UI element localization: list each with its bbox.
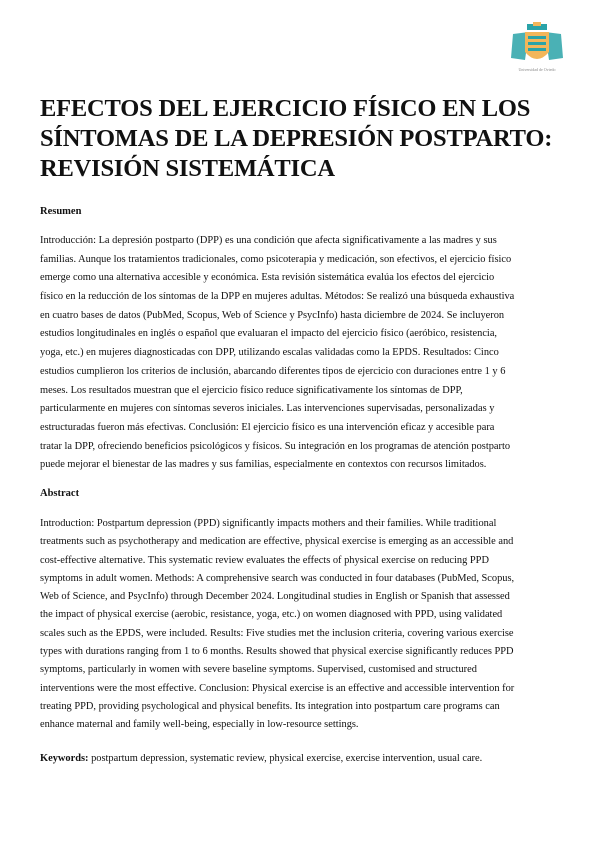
text-line: symptoms in adult women. Methods: A comprehensive search was conducted in four databases (PubMed, Scopus,	[40, 572, 515, 584]
keywords-text: postpartum depression, systematic review, physical exercise, exercise intervention, usual care.	[88, 753, 483, 764]
text-line: puede mejorar el bienestar de las madres y sus familias, especialmente en contextos con recursos limitados.	[40, 459, 487, 471]
text-line: types with durations ranging from 1 to 6 months. Results showed that physical exercise significantly reduces PPD	[40, 646, 514, 658]
text-line: tratar la DPP, ofreciendo beneficios psicológicos y físicos. Su integración en los programas de atención postparto	[40, 440, 511, 452]
text-line: treating PPD, providing psychological and physical benefits. Its integration into postpartum care programs can	[40, 700, 500, 712]
text-line: enhance maternal and family well-being, especially in low-resource settings.	[40, 719, 359, 731]
text-line: familias. Aunque los tratamientos tradicionales, como psicoterapia y medicación, son efectivos, el ejercicio físico	[40, 253, 512, 265]
text-line: treatments such as psychotherapy and medication are effective, physical exercise is emerging as an accessible and	[40, 536, 514, 548]
abstract-body	[40, 515, 580, 735]
text-line: symptoms, particularly in women with severe baseline symptoms. Supervised, customised and structured	[40, 664, 477, 676]
text-line: scales such as the EPDS, were included. Results: Five studies met the inclusion criteria, covering various exercise	[40, 627, 514, 639]
text-line: estudios longitudinales en inglés o español que evaluaran el impacto del ejercicio físico (aeróbico, resistencia,	[40, 328, 498, 340]
text-line: particularmente en mujeres con síntomas severos iniciales. Las intervenciones supervisadas, personalizadas y	[40, 403, 495, 415]
keywords	[40, 753, 482, 764]
keywords-label: Keywords:	[40, 753, 89, 764]
text-line: cost-effective alternative. This systematic review evaluates the effects of physical exercise on reducing PPD	[40, 554, 489, 566]
university-name: Universidad de Oviedo	[518, 67, 556, 72]
text-line: estructuradas fueron más efectivas. Conclusión: El ejercicio físico es una intervención eficaz y accesible para	[40, 421, 495, 433]
text-line: interventions were the most effective. Conclusion: Physical exercise is an effective and accessible intervention for	[40, 682, 515, 694]
text-line: en cuatro bases de datos (PubMed, Scopus, Web of Science y PsycInfo) hasta diciembre de 2024. Se incluyeron	[40, 309, 505, 321]
title-line: REVISIÓN SISTEMÁTICA	[40, 155, 335, 182]
text-line: Introduction: Postpartum depression (PPD) significantly impacts mothers and their families. While traditional	[40, 518, 497, 529]
text-line: físico en la reducción de los síntomas de la DPP en mujeres adultas. Métodos: Se realizó una búsqueda exhaustiva	[40, 291, 515, 303]
text-line: yoga, etc.) en mujeres diagnosticadas con DPP, utilizando escalas validadas como la EPDS. Resultados: Cinco	[40, 347, 499, 359]
text-line: the impact of physical exercise (aerobic, resistance, yoga, etc.) on women diagnosed with PPD, using validated	[40, 609, 503, 621]
resumen-body	[40, 232, 580, 475]
text-line: emerge como una alternativa accesible y económica. Esta revisión sistemática evalúa los efectos del ejercicio	[40, 272, 495, 284]
paper-title	[40, 94, 580, 184]
abstract-heading: Abstract	[40, 488, 80, 499]
text-line: Introducción: La depresión postparto (DPP) es una condición que afecta significativamente a las madres y sus	[40, 235, 497, 246]
text-line: estudios cumplieron los criterios de inclusión, abarcando diferentes tipos de ejercicio con duraciones entre 1 y 6	[40, 365, 506, 377]
title-line: SÍNTOMAS DE LA DEPRESIÓN POSTPARTO:	[40, 125, 553, 152]
resumen-heading: Resumen	[40, 206, 82, 217]
text-line: Web of Science, and PsycInfo) through December 2024. Longitudinal studies in English or Spanish that assessed	[40, 591, 510, 603]
text-line: meses. Los resultados muestran que el ejercicio físico reduce significativamente los síntomas de DPP,	[40, 384, 463, 396]
title-line: EFECTOS DEL EJERCICIO FÍSICO EN LOS	[40, 95, 531, 122]
